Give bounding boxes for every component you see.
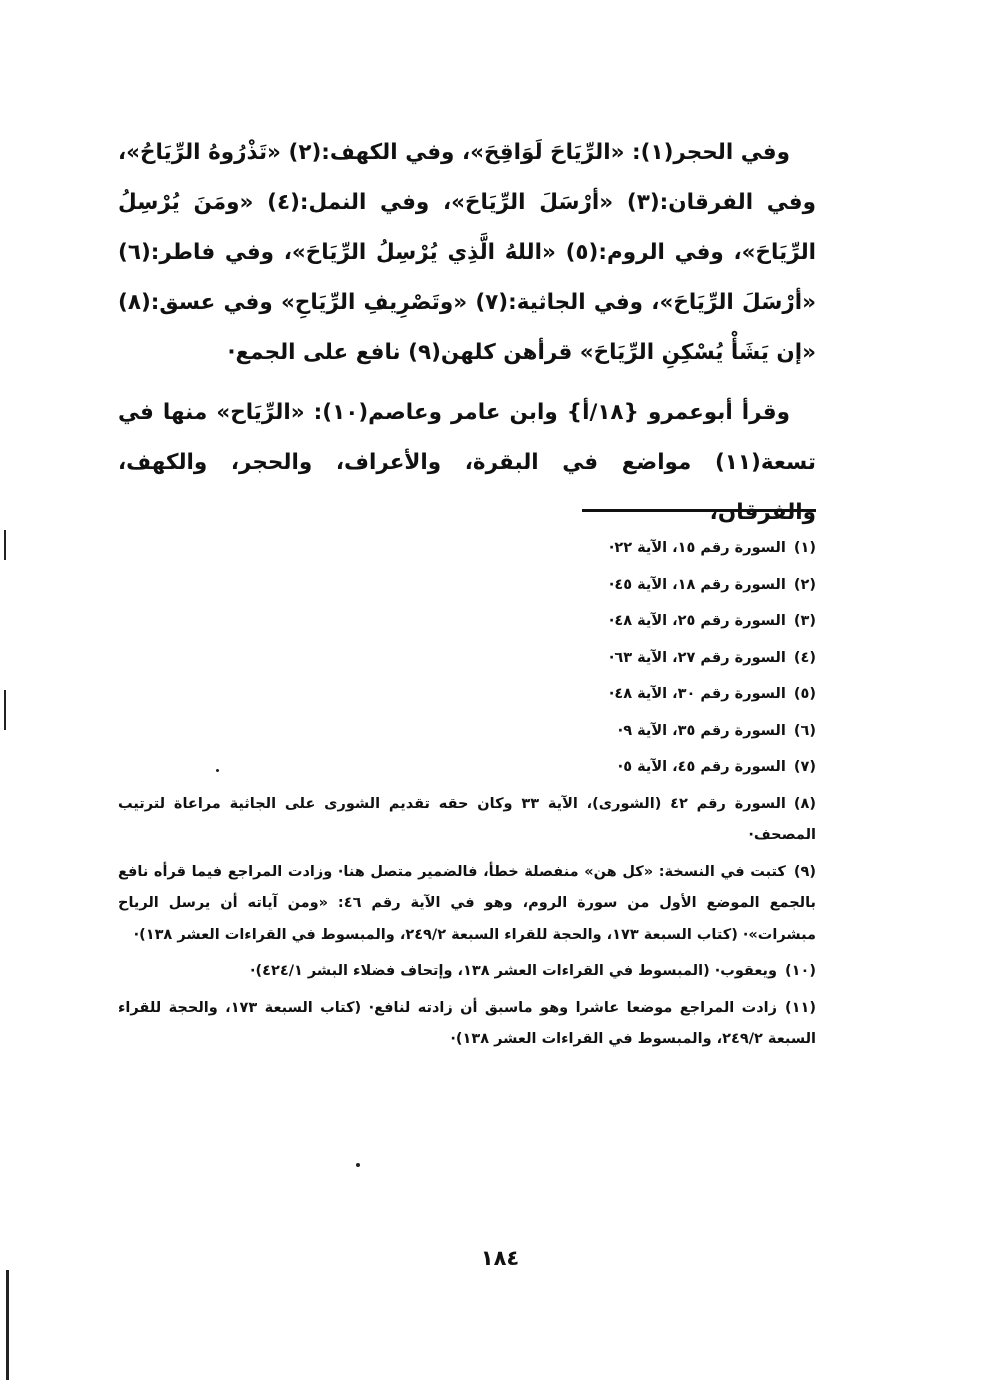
footnote-11 [118, 993, 816, 1056]
footnote-number: (٢) [793, 576, 816, 593]
footnote-6 [118, 716, 816, 748]
footnote-number: (٦) [793, 722, 816, 739]
footnote-text: زادت المراجع موضعا عاشرا وهو ماسبق أن زادته لنافع· (كتاب السبعة ١٧٣، والحجة للقراء السبعة ٢٤٩/٢، والمبسوط في القراءات العشر ١٣٨)· [118, 999, 816, 1047]
footnote-number: (٨) [793, 795, 817, 812]
footnote-number: (٧) [793, 759, 816, 775]
footnote-number: (١) [793, 540, 816, 556]
scan-edge-mark [6, 1270, 9, 1380]
page-number: ١٨٤ [480, 1246, 520, 1270]
footnote-number: (٩) [793, 863, 816, 880]
scan-edge-mark [216, 769, 219, 772]
footnote-4 [118, 643, 816, 675]
footnote-3 [118, 606, 816, 638]
footnote-7 [118, 752, 816, 784]
footnote-number: (٤) [793, 649, 816, 666]
main-paragraph-1: وفي الحجر(١): «الرِّيَاحَ لَوَاقِحَ»، وفي الكهف:(٢) «تَذْرُوهُ الرِّيَاحُ»، وفي الفرقان:(٣) «أرْسَلَ الرِّيَاحَ»، وفي النمل:(٤) «ومَنَ يُرْسِلُ الرِّيَاحَ»، وفي الروم:(٥) «اللهُ الَّذِي يُرْسِلُ الرِّيَاحَ»، وفي فاطر:(٦) «أرْسَلَ الرِّيَاحَ»، وفي الجاثية:(٧) «وتَصْرِيفِ الرِّيَاحِ» وفي عسق:(٨) «إن يَشَأْ يُسْكِنِ الرِّيَاحَ» قرأهن كلهن(٩) نافع على الجمع· [118, 140, 817, 365]
main-text-block [118, 128, 816, 538]
footnote-text: السورة رقم ١٨، الآية ٤٥· [608, 576, 786, 593]
footnote-number: (١١) [785, 999, 816, 1016]
footnote-2 [118, 570, 816, 602]
footnote-text: السورة رقم ٤٥، الآية ٥· [617, 759, 786, 775]
footnote-9 [118, 857, 816, 952]
footnotes-block [118, 533, 816, 1061]
main-paragraph-2: وقرأ أبوعمرو {١٨/أ} وابن عامر وعاصم(١٠): «الرِّيَاح» منها في تسعة(١١) مواضع في البقرة، والأعراف، والحجر، والكهف، والفرقان، [118, 400, 816, 525]
footnote-1 [118, 533, 816, 565]
footnote-number: (٥) [793, 686, 816, 702]
scan-edge-mark [4, 530, 6, 560]
footnote-number: (٣) [793, 613, 816, 629]
scan-edge-mark [4, 690, 6, 730]
footnote-5 [118, 679, 816, 711]
footnote-text: السورة رقم ٢٥، الآية ٤٨· [608, 613, 786, 629]
footnote-10 [118, 956, 816, 988]
footnote-text: السورة رقم ٤٢ (الشورى)، الآية ٣٣ وكان حقه تقديم الشورى على الجاثية مراعاة لترتيب المصحف· [118, 795, 816, 843]
footnote-text: السورة رقم ٣٥، الآية ٩· [617, 722, 786, 739]
footnote-text: ويعقوب· (المبسوط في القراءات العشر ١٣٨، وإتحاف فضلاء البشر ٤٢٤/١)· [250, 963, 778, 979]
footnote-text: السورة رقم ٣٠، الآية ٤٨· [608, 686, 786, 702]
footnote-separator-line [582, 509, 816, 512]
scan-edge-mark [356, 1163, 360, 1167]
footnote-number: (١٠) [785, 963, 816, 979]
footnote-text: السورة رقم ١٥، الآية ٢٢· [608, 540, 786, 556]
footnote-8 [118, 789, 816, 852]
footnote-text: كتبت في النسخة: «كل هن» منفصلة خطأ، فالضمير متصل هنا· وزادت المراجع فيما قرأه نافع بالجمع الموضع الأول من سورة الروم، وهو في الآية رقم ٤٦: «ومن آياته أن يرسل الرياح مبشرات»· (كتاب السبعة ١٧٣، والحجة للقراء السبعة ٢٤٩/٢، والمبسوط في القراءات العشر ١٣٨)· [118, 863, 816, 943]
footnote-text: السورة رقم ٢٧، الآية ٦٣· [608, 649, 786, 666]
